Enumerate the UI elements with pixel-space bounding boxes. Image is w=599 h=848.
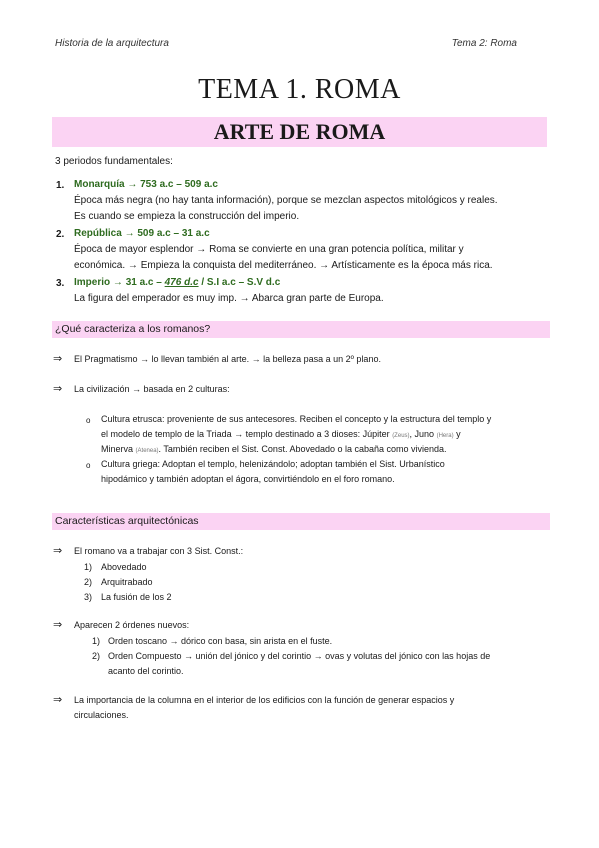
annotation: (Hera) bbox=[436, 433, 454, 439]
list-item: La importancia de la columna en el interior de los edificios con la función de generar espacios y bbox=[74, 695, 455, 705]
period-name: Imperio bbox=[74, 277, 111, 288]
numbered-index: 1) bbox=[92, 636, 101, 646]
period-number: 3. bbox=[56, 278, 65, 289]
page-title: TEMA 1. ROMA bbox=[198, 74, 401, 105]
art-title-banner: ARTE DE ROMA bbox=[52, 117, 547, 147]
numbered-item: acanto del corintio. bbox=[108, 666, 184, 676]
sub-item-line: Cultura griega: Adoptan el templo, helenizándolo; adoptan también el Sist. Urbanístico bbox=[101, 459, 445, 469]
section-heading: Características arquitectónicas bbox=[52, 513, 550, 530]
header-right: Tema 2: Roma bbox=[451, 38, 517, 49]
period-line: La figura del emperador es muy imp. → Abarca gran parte de Europa. bbox=[74, 293, 384, 304]
double-arrow-icon: ⇒ bbox=[53, 619, 63, 631]
section-heading: ¿Qué caracteriza a los romanos? bbox=[52, 321, 550, 338]
sub-item-line: hipodámico y también adoptan el ágora, convirtiéndolo en el foro romano. bbox=[101, 474, 395, 484]
sub-item-text: el modelo de templo de la Triada → templo destinado a 3 dioses: Júpiter bbox=[101, 429, 390, 439]
sub-item-text: , Juno bbox=[409, 429, 435, 439]
period-dates: 753 a.c – 509 a.c bbox=[140, 179, 218, 190]
bullet-icon: o bbox=[86, 416, 91, 425]
period-name: Monarquía bbox=[74, 179, 125, 190]
list-item: El Pragmatismo → lo llevan también al arte. → la belleza pasa a un 2º plano. bbox=[74, 354, 381, 364]
numbered-index: 3) bbox=[84, 592, 93, 602]
sub-item-line: Cultura etrusca: proveniente de sus antecesores. Reciben el concepto y la estructura del templo y bbox=[101, 414, 492, 424]
list-item: El romano va a trabajar con 3 Sist. Const.: bbox=[74, 546, 244, 556]
period-dates: 509 a.c – 31 a.c bbox=[137, 228, 210, 239]
list-item: circulaciones. bbox=[74, 710, 129, 720]
period-number: 2. bbox=[56, 229, 65, 240]
bullet-icon: o bbox=[86, 461, 91, 470]
numbered-item: Orden Compuesto → unión del jónico y del corintio → ovas y volutas del jónico con las hojas de bbox=[108, 651, 491, 661]
numbered-index: 2) bbox=[84, 577, 93, 587]
header-left: Historia de la arquitectura bbox=[55, 38, 169, 49]
period-name: República bbox=[74, 228, 122, 239]
page-header bbox=[55, 38, 545, 49]
period-line: Es cuando se empieza la construcción del imperio. bbox=[74, 211, 300, 222]
double-arrow-icon: ⇒ bbox=[53, 383, 63, 395]
sub-item-text: y bbox=[456, 429, 461, 439]
numbered-index: 2) bbox=[92, 651, 101, 661]
sub-item-text: . También reciben el Sist. Const. Abovedado o la cabaña como vivienda. bbox=[158, 444, 447, 454]
arrow-icon: → bbox=[127, 179, 138, 190]
numbered-item: La fusión de los 2 bbox=[101, 592, 172, 602]
arrow-icon: → bbox=[112, 277, 123, 288]
period-line: Época de mayor esplendor → Roma se convierte en una gran potencia política, militar y bbox=[74, 244, 464, 255]
list-item: Aparecen 2 órdenes nuevos: bbox=[74, 620, 190, 630]
annotation: (Zeus) bbox=[392, 433, 410, 439]
period-heading bbox=[74, 226, 210, 242]
sub-item-text: Minerva bbox=[101, 444, 134, 454]
period-dates-underlined: 476 d.c bbox=[164, 277, 199, 288]
arrow-icon: → bbox=[124, 228, 135, 239]
annotation: (Atenea) bbox=[135, 448, 159, 454]
period-number: 1. bbox=[56, 180, 65, 191]
period-heading bbox=[74, 177, 218, 193]
period-heading bbox=[74, 275, 280, 291]
numbered-item: Arquitrabado bbox=[101, 577, 153, 587]
double-arrow-icon: ⇒ bbox=[53, 694, 63, 706]
list-item: La civilización → basada en 2 culturas: bbox=[74, 384, 230, 394]
numbered-item: Orden toscano → dórico con basa, sin arista en el fuste. bbox=[108, 636, 333, 646]
period-dates: 31 a.c – bbox=[125, 277, 162, 288]
period-line: económica. → Empieza la conquista del mediterráneo. → Artísticamente es la época más rica. bbox=[74, 260, 493, 271]
period-dates-alt: / S.I a.c – S.V d.c bbox=[201, 277, 281, 288]
numbered-item: Abovedado bbox=[101, 562, 147, 572]
period-line: Época más negra (no hay tanta información), porque se mezclan aspectos mitológicos y reales. bbox=[74, 195, 498, 206]
numbered-index: 1) bbox=[84, 562, 93, 572]
intro-text: 3 periodos fundamentales: bbox=[55, 156, 173, 167]
double-arrow-icon: ⇒ bbox=[53, 353, 63, 365]
double-arrow-icon: ⇒ bbox=[53, 545, 63, 557]
